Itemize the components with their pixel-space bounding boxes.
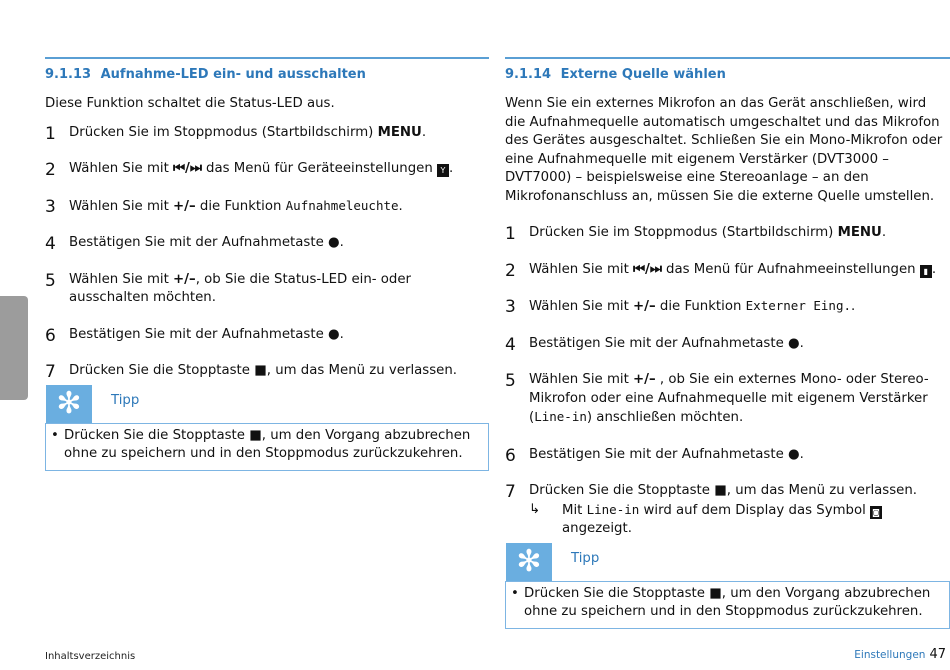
stop-icon: ■ <box>709 585 722 601</box>
step-text: Wählen Sie mit <box>529 261 634 277</box>
step-text: das Menü für Aufnahmeeinstellungen <box>661 261 920 277</box>
tip-text: Drücken Sie die Stopptaste <box>64 427 250 443</box>
step-text: , um das Menü zu verlassen. <box>726 483 917 498</box>
step-text: Drücken Sie im Stoppmodus (Startbildschirm) <box>529 225 838 240</box>
menu-key: MENU <box>377 124 422 140</box>
tip-body <box>505 581 950 629</box>
intro-text: Wenn Sie ein externes Mikrofon an das Gerät anschließen, wird die Aufnahmequelle automatisch umgeschaltet und das Mikrofon des Gerätes ausgeschaltet. Schließen Sie ein Mono-Mikrofon oder eine Aufnahmequelle mit eigenem Verstärker (DVT3000 – DVT7000) – beispielsweise eine Stereoanlage – an den Mikrofonanschluss an, müssen Sie die externe Quelle umstellen. <box>505 96 943 204</box>
result-text: Mit <box>562 502 587 518</box>
step-number: 1 <box>505 224 516 244</box>
step-text: , um das Menü zu verlassen. <box>266 363 457 378</box>
record-icon: ● <box>787 446 800 462</box>
heading-text: Aufnahme-LED ein- und ausschalten <box>100 67 366 82</box>
step-text: die Funktion <box>195 198 286 214</box>
step-text: . <box>799 335 804 351</box>
step-text: Wählen Sie mit <box>69 161 174 176</box>
step-7 <box>45 362 489 381</box>
device-settings-icon: Y <box>437 164 449 177</box>
line-in-symbol-icon: ◙ <box>870 506 882 519</box>
footer-section <box>854 647 946 662</box>
heading-text: Externe Quelle wählen <box>560 67 726 82</box>
step-6 <box>45 326 489 345</box>
step-number: 3 <box>505 297 516 317</box>
tip-text: Drücken Sie die Stopptaste <box>524 585 710 601</box>
section-rule <box>505 57 950 59</box>
tip-header <box>505 543 950 581</box>
step-text: . <box>421 124 427 140</box>
lcd-text: Line-in <box>534 409 587 424</box>
record-icon: ● <box>327 235 340 250</box>
step-text: . <box>931 261 937 277</box>
step-text: Bestätigen Sie mit der Aufnahmetaste <box>69 326 328 342</box>
tip-box <box>505 543 950 629</box>
lcd-text: Line-in <box>586 501 640 517</box>
step-text: , ob Sie ein externes Mono- oder Stereo-Mikrofon oder eine Aufnahmequelle mit eigenem Verstärker ( <box>529 372 929 425</box>
step-text: Bestätigen Sie mit der Aufnahmetaste <box>529 446 788 462</box>
step-text: Wählen Sie mit <box>529 372 634 387</box>
step-number: 3 <box>45 196 56 217</box>
step-number: 7 <box>45 362 56 382</box>
step-text: Drücken Sie die Stopptaste <box>69 363 255 378</box>
step-7-result <box>529 501 950 539</box>
result-arrow-icon: ↳ <box>529 501 541 517</box>
record-icon: ● <box>787 335 800 351</box>
step-5 <box>45 271 489 308</box>
stop-icon: ■ <box>254 363 267 378</box>
menu-key: MENU <box>837 225 882 240</box>
step-number: 5 <box>45 270 56 291</box>
step-text: Bestätigen Sie mit der Aufnahmetaste <box>529 335 788 351</box>
step-text: Drücken Sie die Stopptaste <box>529 483 715 498</box>
page-number: 47 <box>929 647 946 662</box>
side-tab <box>0 296 28 400</box>
step-3 <box>45 197 489 217</box>
tip-label: Tipp <box>571 550 600 566</box>
step-number: 6 <box>45 325 56 346</box>
section-heading <box>45 66 489 84</box>
step-number: 4 <box>505 334 516 355</box>
plus-minus-key: +/– <box>633 299 656 314</box>
record-icon: ● <box>327 326 340 342</box>
section-rule <box>45 57 489 59</box>
record-settings-icon: ▮ <box>920 265 932 278</box>
step-text: die Funktion <box>655 299 746 314</box>
bullet-icon: • <box>51 427 59 443</box>
step-number: 4 <box>45 234 56 254</box>
step-number: 2 <box>505 260 516 281</box>
step-text: . <box>339 235 344 250</box>
plus-minus-key: +/– <box>173 271 196 287</box>
skip-keys: ⏮/⏭ <box>173 161 202 176</box>
section-link[interactable]: Einstellungen <box>854 649 926 661</box>
tip-box <box>45 385 489 471</box>
step-5 <box>505 371 950 428</box>
step-text: das Menü für Geräteeinstellungen <box>201 161 437 176</box>
heading-number: 9.1.14 <box>505 67 552 82</box>
snowflake-icon: ✻ <box>506 543 552 581</box>
step-number: 6 <box>505 445 516 466</box>
intro-text: Diese Funktion schaltet die Status-LED aus. <box>45 96 335 111</box>
step-4 <box>505 335 950 354</box>
skip-keys: ⏮/⏭ <box>633 261 662 277</box>
toc-link[interactable]: Inhaltsverzeichnis <box>45 651 136 662</box>
step-1 <box>505 224 950 243</box>
step-text: . <box>448 161 454 176</box>
result-text: wird auf dem Display das Symbol <box>639 502 871 518</box>
step-number: 5 <box>505 371 516 391</box>
step-number: 2 <box>45 160 56 180</box>
step-4 <box>45 234 489 253</box>
step-text: Wählen Sie mit <box>69 271 174 287</box>
step-6 <box>505 446 950 465</box>
step-text: . <box>881 225 887 240</box>
snowflake-icon: ✻ <box>46 385 92 423</box>
step-3 <box>505 297 950 317</box>
step-text: . <box>398 198 403 214</box>
step-text: , ob Sie die Status-LED ein- oder ausschalten möchten. <box>69 271 412 305</box>
step-text: . <box>851 299 856 314</box>
section-externe-quelle <box>505 57 950 629</box>
stop-icon: ■ <box>714 483 727 498</box>
step-1 <box>45 124 489 143</box>
tip-label: Tipp <box>111 392 140 408</box>
result-text: angezeigt. <box>562 521 632 536</box>
section-aufnahme-led <box>45 57 489 471</box>
lcd-text: Externer Eing. <box>745 298 851 313</box>
step-text: Bestätigen Sie mit der Aufnahmetaste <box>69 235 328 250</box>
step-2 <box>45 160 489 179</box>
step-2 <box>505 261 950 280</box>
section-heading <box>505 66 950 84</box>
heading-number: 9.1.13 <box>45 67 92 82</box>
step-text: Drücken Sie im Stoppmodus (Startbildschirm) <box>69 124 378 140</box>
plus-minus-key: +/– <box>173 198 196 214</box>
step-text: . <box>799 446 804 462</box>
plus-minus-key: +/– <box>633 372 656 387</box>
step-7 <box>505 482 950 501</box>
step-text: Wählen Sie mit <box>529 299 634 314</box>
step-text: . <box>339 326 344 342</box>
bullet-icon: • <box>511 585 519 601</box>
tip-text: , um den Vorgang abzubrechen ohne zu speichern und in den Stoppmodus zurückzukehren. <box>524 585 931 619</box>
step-number: 7 <box>505 482 516 502</box>
tip-body <box>45 423 489 471</box>
tip-header <box>45 385 489 423</box>
lcd-text: Aufnahmeleuchte <box>285 197 399 213</box>
tip-text: , um den Vorgang abzubrechen ohne zu speichern und in den Stoppmodus zurückzukehren. <box>64 427 471 461</box>
step-text: ) anschließen möchten. <box>586 410 744 425</box>
step-text: Wählen Sie mit <box>69 198 174 214</box>
step-number: 1 <box>45 123 56 144</box>
stop-icon: ■ <box>249 427 262 443</box>
